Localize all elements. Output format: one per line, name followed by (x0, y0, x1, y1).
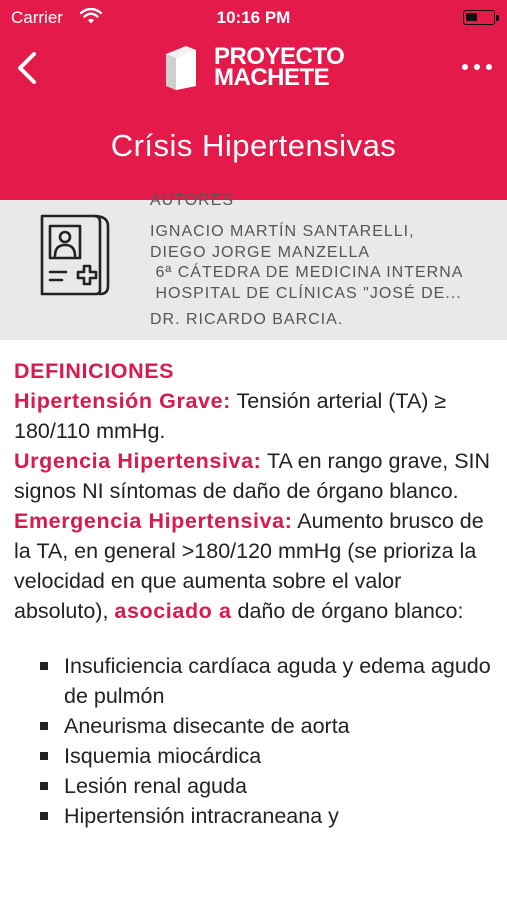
book-icon (162, 44, 202, 90)
carrier-label: Carrier (11, 8, 63, 27)
text-grave: Tensión arterial (TA) ≥ 180/110 mmHg. (14, 389, 447, 443)
list-item: Lesión renal aguda (64, 771, 498, 801)
logo-line2: MACHETE (214, 64, 330, 91)
status-bar (0, 0, 507, 36)
definition-emergencia (14, 506, 498, 626)
logo-text (214, 43, 345, 91)
text-asociado: daño de órgano blanco: (231, 599, 464, 623)
medical-document-icon (38, 212, 112, 298)
organ-damage-list (14, 651, 498, 831)
author-line: 6ª CÁTEDRA DE MEDICINA INTERNA (150, 264, 464, 281)
author-line: DR. RICARDO BARCIA. (150, 311, 344, 328)
battery-tip (496, 15, 499, 21)
battery-icon (463, 10, 495, 25)
app-logo (162, 44, 352, 90)
list-item: Isquemia miocárdica (64, 741, 498, 771)
text-urgencia: TA en rango grave, SIN signos NI síntomas de daño de órgano blanco. (14, 449, 491, 503)
definition-urgencia (14, 446, 498, 506)
term-grave: Hipertensión Grave: (14, 389, 231, 413)
clock: 10:16 PM (216, 8, 291, 27)
article-content (14, 356, 498, 831)
more-options-icon[interactable] (461, 60, 493, 74)
author-line: HOSPITAL DE CLÍNICAS "JOSÉ DE... (150, 284, 462, 302)
definition-grave (14, 386, 498, 446)
author-line: IGNACIO MARTÍN SANTARELLI, (150, 223, 415, 240)
section-heading: DEFINICIONES (14, 359, 175, 383)
author-line: DIEGO JORGE MANZELLA (150, 243, 371, 261)
authors-list (150, 222, 490, 331)
back-chevron-icon[interactable] (12, 50, 42, 86)
term-urgencia: Urgencia Hipertensiva: (14, 449, 262, 473)
page-title: Crísis Hipertensivas (110, 128, 397, 163)
text-emergencia: Aumento brusco de la TA, en general >180/120 mmHg (se prioriza la velocidad en que aumenta sobre el valor absoluto), (14, 509, 484, 623)
list-item: Aneurisma disecante de aorta (64, 711, 498, 741)
list-item: Hipertensión intracraneana y (64, 801, 498, 831)
term-emergencia: Emergencia Hipertensiva: (14, 509, 293, 533)
authors-label: AUTORES (150, 192, 235, 209)
logo-line1: PROYECTO (214, 43, 345, 70)
list-item: Insuficiencia cardíaca aguda y edema agudo de pulmón (64, 651, 498, 711)
term-asociado: asociado a (114, 599, 232, 623)
